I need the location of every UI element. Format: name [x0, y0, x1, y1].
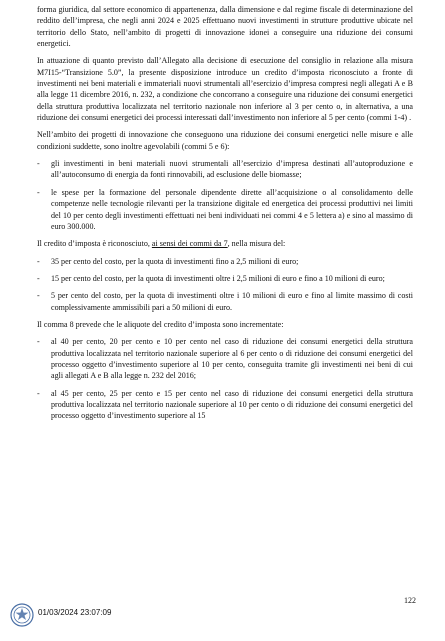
- dash-bullet: -: [37, 187, 40, 197]
- credito-text-pre: Il credito d’imposta è riconosciuto,: [37, 239, 152, 249]
- list-incrementi: [37, 336, 413, 421]
- dash-bullet: -: [37, 388, 40, 398]
- paragraph-comma-8: Il comma 8 prevede che le aliquote del credito d’imposta sono incrementate:: [37, 319, 284, 329]
- list-item-text: al 45 per cento, 25 per cento e 15 per cento nel caso di riduzione dei consumi energetici della struttura produttiva localizzata nel territorio nazionale superiore al 10 per cento o di riduzione dei consumi energetici del processo oggetto d’investimento superiore al 15: [51, 388, 413, 421]
- seal-icon: [10, 603, 34, 627]
- list-agevolabili: [37, 158, 413, 232]
- paragraph-transizione: In attuazione di quanto previsto dall’Allegato alla decisione di esecuzione del consiglio in relazione alla misura M7I15-“Transizione 5.0”, la presente disposizione introduce un credito d’imposta riconosciuto a fronte di investimenti nei beni materiali e immateriali nuovi strumentali all’esercizio d’impresa compresi negli allegati A e B alla legge 11 dicembre 2016, n. 232, a condizione che concorrano a conseguire una riduzione dei consumi energetici della struttura produttiva localizzata nel territorio nazionale non inferiore al 3 per cento o, in alternativa, a una riduzione dei consumi energetici dei processi interessati dall’investimento non inferiore al 5 per cento (commi 1-4) .: [37, 56, 413, 123]
- list-misura: [37, 256, 413, 313]
- paragraph-intro: forma giuridica, dal settore economico di appartenenza, dalla dimensione e dal regime fiscale di determinazione del reddito dell’impresa, che negli anni 2024 e 2025 effettuano nuovi investimenti in strutture produttive ubicate nel territorio dello Stato, nell’ambito di progetti di innovazione idonei a conseguire una riduzione dei consumi energetici.: [37, 5, 413, 49]
- list-item-text: 15 per cento del costo, per la quota di investimenti oltre i 2,5 milioni di euro e fino a 10 milioni di euro;: [51, 273, 385, 283]
- paragraph-credito: [37, 238, 413, 249]
- timestamp: 01/03/2024 23:07:09: [38, 608, 112, 617]
- list-item: [37, 187, 413, 232]
- dash-bullet: -: [37, 256, 40, 266]
- list-item: [37, 290, 413, 313]
- page-number: 122: [404, 596, 416, 605]
- list-item-text: al 40 per cento, 20 per cento e 10 per cento nel caso di riduzione dei consumi energetici della struttura produttiva localizzata nel territorio nazionale superiore al 6 per cento o di riduzione dei consumi energetici del processo oggetto d’investimento superiore al 10 per cento, conseguita tramite gli investimenti nei beni di cui agli allegati A e B alla legge n. 232 del 2016;: [51, 337, 413, 381]
- paragraph-agevolabili: Nell’ambito dei progetti di innovazione che conseguono una riduzione dei consumi energetici nelle misure e alle condizioni suddette, sono inoltre agevolabili (commi 5 e 6):: [37, 130, 413, 151]
- list-item-text: 35 per cento del costo, per la quota di investimenti fino a 2,5 milioni di euro;: [51, 256, 299, 266]
- dash-bullet: -: [37, 273, 40, 283]
- list-item: [37, 158, 413, 181]
- dash-bullet: -: [37, 291, 40, 301]
- list-item-text: gli investimenti in beni materiali nuovi strumentali all’esercizio d’impresa destinati all’autoproduzione e all’autoconsumo di energia da fonti rinnovabili, ad esclusione delle biomasse;: [51, 159, 413, 180]
- list-item: [37, 336, 413, 381]
- list-item: [37, 388, 413, 422]
- dash-bullet: -: [37, 337, 40, 347]
- dash-bullet: -: [37, 159, 40, 169]
- credito-text-post: , nella misura del:: [227, 239, 286, 249]
- commi-reference-link[interactable]: ai sensi dei commi da 7: [151, 239, 228, 249]
- list-item-text: le spese per la formazione del personale dipendente dirette all’acquisizione o al consolidamento delle competenze nelle tecnologie rilevanti per la transizione digitale ed energetica dei processi produttivi nei limiti del 10 per cento degli investimenti effettuati nei beni individuati nei commi 4 e 5 lettera a) e sino al massimo di euro 300.000.: [51, 187, 413, 231]
- list-item-text: 5 per cento del costo, per la quota di investimenti oltre i 10 milioni di euro e fino al limite massimo di costi complessivamente ammissibili pari a 50 milioni di euro.: [51, 291, 413, 312]
- document-body: [37, 4, 413, 428]
- list-item: [37, 256, 413, 267]
- list-item: [37, 273, 413, 284]
